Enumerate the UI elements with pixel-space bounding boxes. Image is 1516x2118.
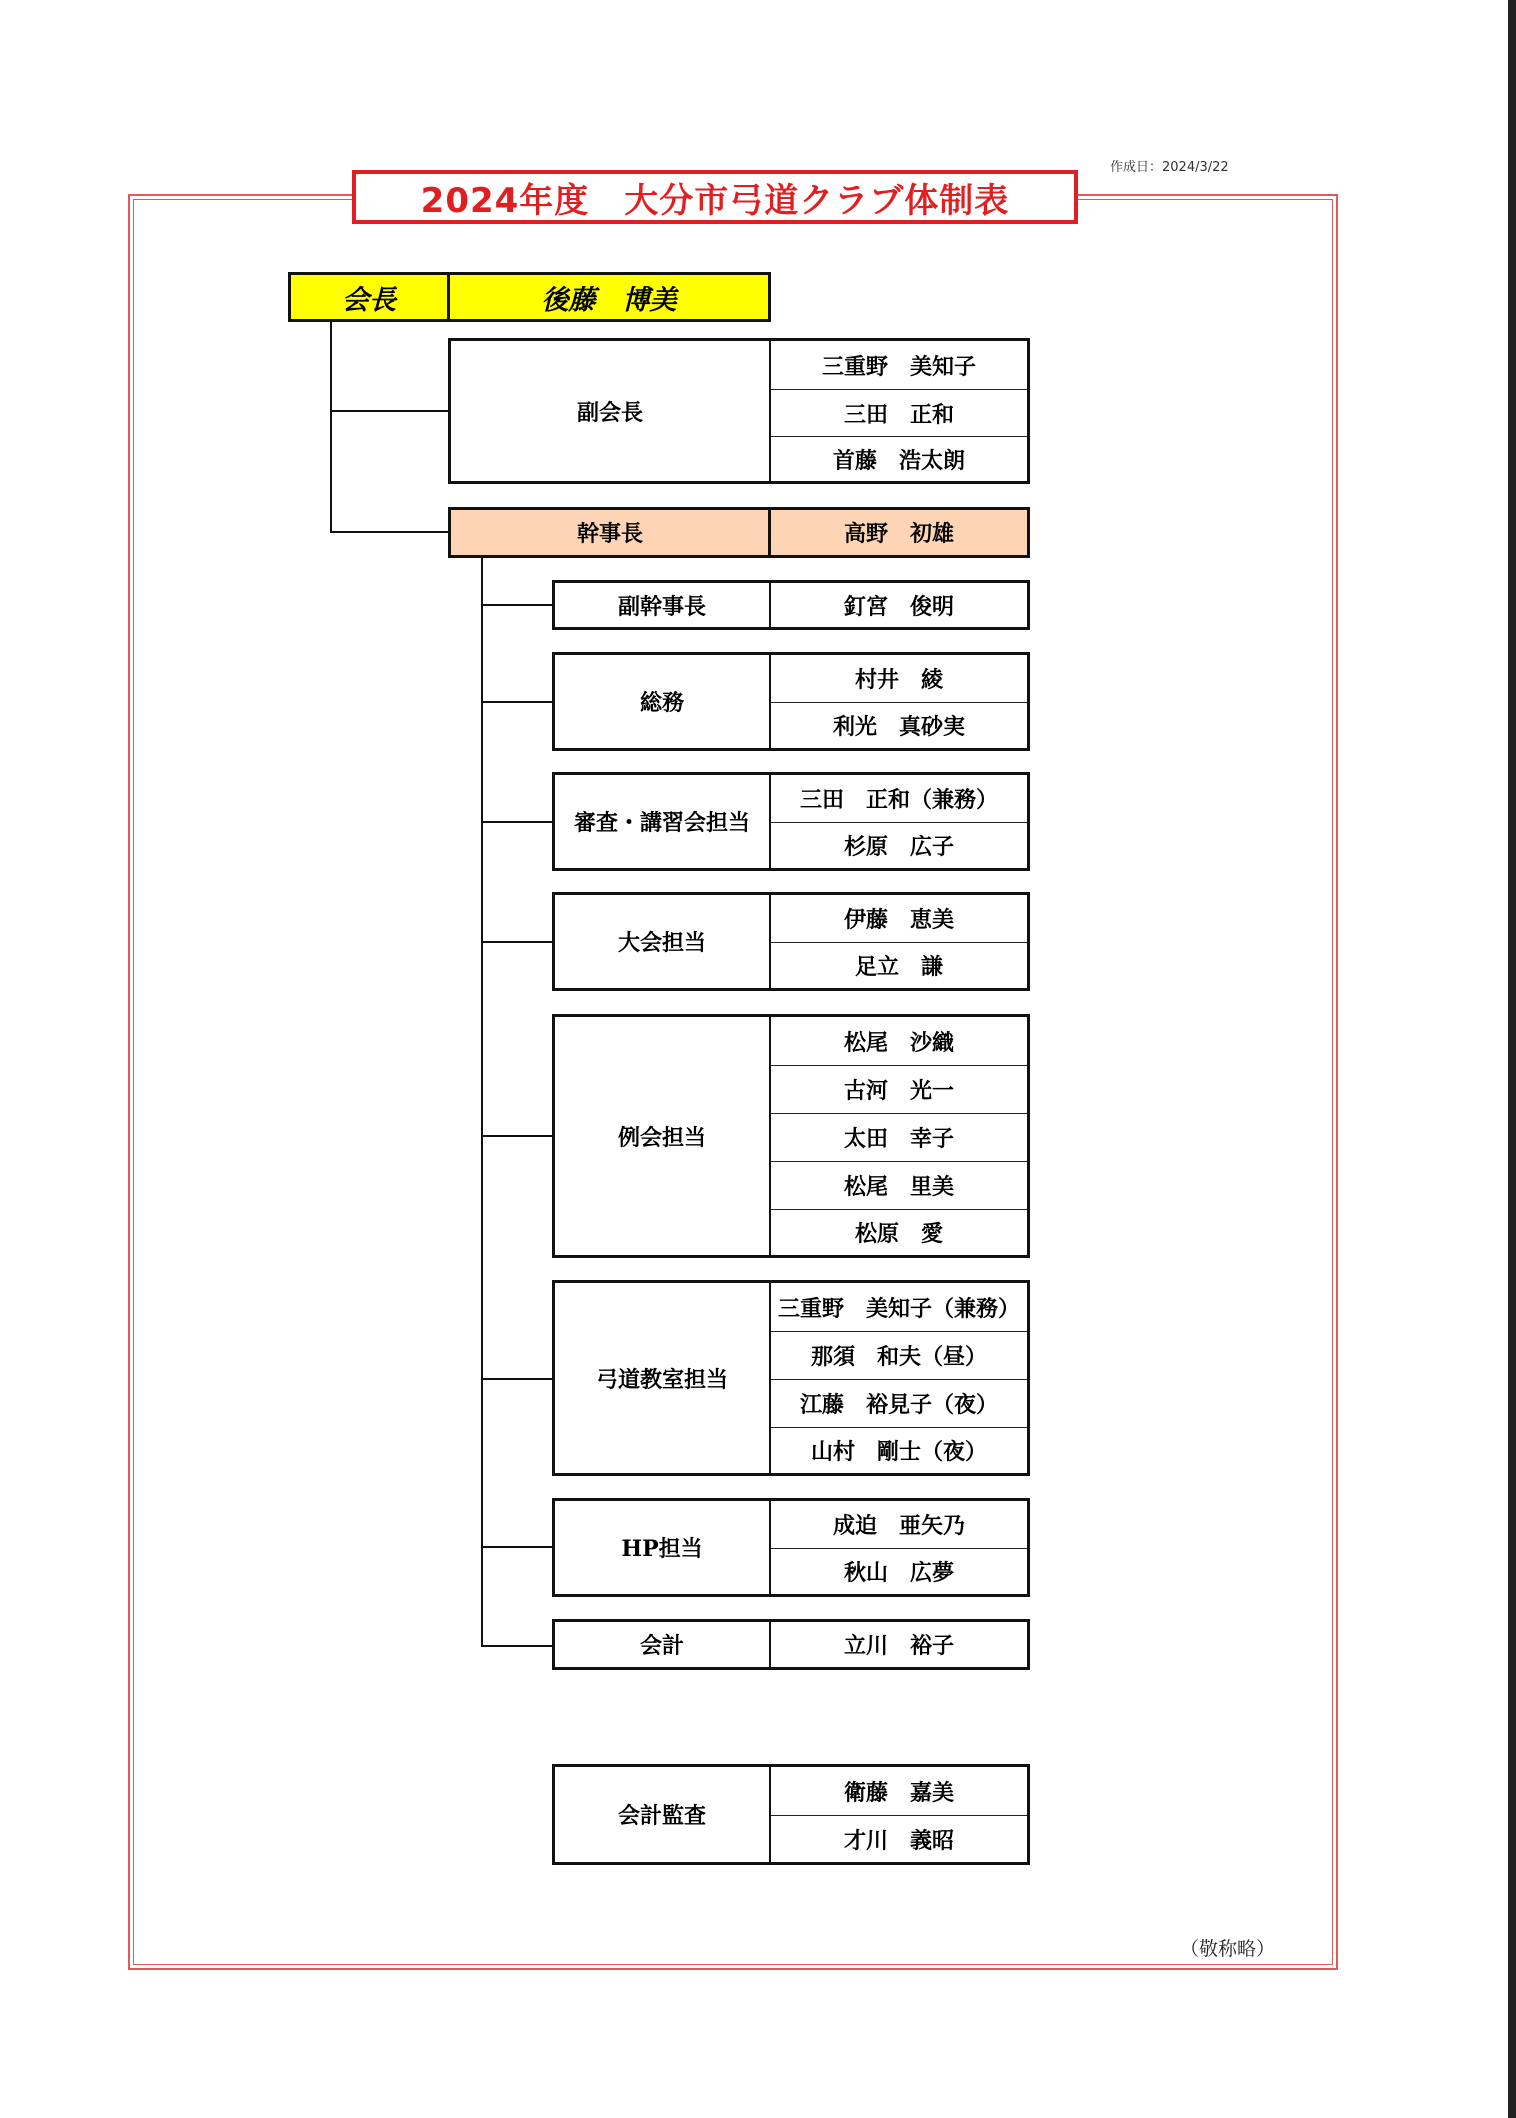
member-name: 伊藤 恵美 [843, 907, 954, 933]
connector-section [481, 1645, 553, 1647]
vice-president-name: 三重野 美知子 [821, 353, 976, 380]
page-edge [1508, 0, 1516, 2118]
connector-section [481, 701, 553, 703]
page-title: 2024年度 大分市弓道クラブ体制表 [352, 170, 1078, 224]
member-name: 利光 真砂実 [771, 702, 1027, 748]
auditor-role: 会計監査 [552, 1764, 772, 1865]
section-names [771, 652, 1030, 751]
vice-president-name: 三田 正和 [771, 389, 1027, 436]
section-role: 副幹事長 [552, 580, 772, 630]
connector-sections-trunk [481, 558, 483, 1647]
member-name: 衛藤 嘉美 [843, 1779, 954, 1806]
connector-section [481, 604, 553, 606]
president-name: 後藤 博美 [447, 272, 771, 322]
secretary-general-name: 高野 初雄 [768, 507, 1030, 558]
president-role: 会長 [288, 272, 450, 322]
section-names [771, 580, 1030, 630]
connector-section [481, 1378, 553, 1380]
vice-president-name: 首藤 浩太朗 [771, 436, 1027, 481]
section-role: HP担当 [552, 1498, 772, 1597]
member-name: 古河 光一 [771, 1065, 1027, 1113]
section-role: 総務 [552, 652, 772, 751]
vice-president-names [771, 338, 1030, 484]
member-name: 立川 裕子 [843, 1633, 954, 1659]
member-name: 三重野 美知子（兼務） [777, 1295, 1020, 1322]
member-name: 秋山 広夢 [771, 1548, 1027, 1594]
connector-section [481, 1546, 553, 1548]
member-name: 松尾 沙織 [843, 1029, 954, 1056]
section-names [771, 1498, 1030, 1597]
member-name: 村井 綾 [854, 667, 943, 693]
connector-vice-president [330, 410, 448, 412]
member-name: 杉原 広子 [771, 822, 1027, 868]
secretary-general-role: 幹事長 [448, 507, 772, 558]
connector-section [481, 821, 553, 823]
created-date: 作成日：2024/3/22 [1110, 160, 1229, 175]
connector-secretary-general [330, 531, 448, 533]
member-name: 三田 正和（兼務） [799, 787, 998, 813]
member-name: 江藤 裕見子（夜） [771, 1379, 1027, 1427]
member-name: 松尾 里美 [771, 1161, 1027, 1209]
member-name: 足立 謙 [771, 942, 1027, 988]
section-role: 例会担当 [552, 1014, 772, 1258]
vice-president-role: 副会長 [448, 338, 772, 484]
section-role: 審査・講習会担当 [552, 772, 772, 871]
member-name: 那須 和夫（昼） [771, 1331, 1027, 1379]
section-names [771, 772, 1030, 871]
connector-president-trunk [330, 322, 332, 533]
section-names [771, 892, 1030, 991]
member-name: 松原 愛 [771, 1209, 1027, 1255]
member-name: 釘宮 俊明 [843, 593, 954, 620]
section-role: 会計 [552, 1619, 772, 1670]
member-name: 成迫 亜矢乃 [832, 1513, 965, 1539]
section-names [771, 1280, 1030, 1476]
auditor-names [771, 1764, 1030, 1865]
connector-section [481, 1135, 553, 1137]
section-role: 弓道教室担当 [552, 1280, 772, 1476]
member-name: 山村 剛士（夜） [771, 1427, 1027, 1473]
section-names [771, 1014, 1030, 1258]
connector-section [481, 941, 553, 943]
member-name: 太田 幸子 [771, 1113, 1027, 1161]
section-names [771, 1619, 1030, 1670]
honorifics-omitted-note: （敬称略） [1180, 1938, 1276, 1960]
member-name: 才川 義昭 [771, 1815, 1027, 1862]
section-role: 大会担当 [552, 892, 772, 991]
